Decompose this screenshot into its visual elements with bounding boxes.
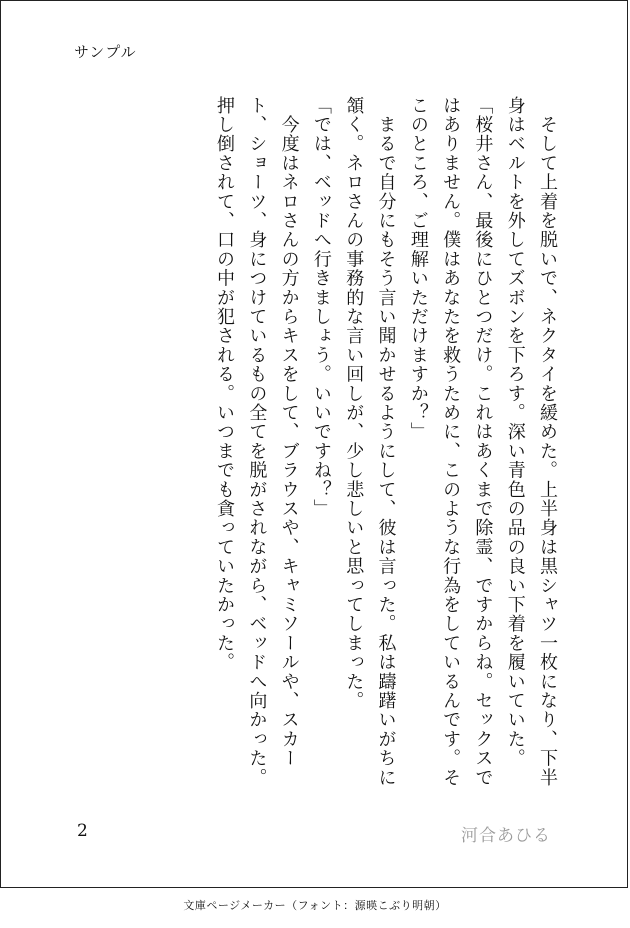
generator-credit: 文庫ページメーカー（フォント：源暎こぶり明朝） xyxy=(183,899,447,912)
paragraph: まるで自分にもそう言い聞かせるようにして、彼は言った。私は躊躇いがちに頷く。ネロさんの事務的な言い回しが、少し悲しいと思ってしまった。 xyxy=(343,96,397,788)
paragraph: 「桜井さん、最後にひとつだけ。これはあくまで除霊、ですからね。セックスではありません。僕はあなたを救うために、このような行為をしているんです。そこのところ、ご理解いただけますか？」 xyxy=(407,96,494,788)
vertical-body-text xyxy=(73,96,563,796)
paragraph: 「では、ベッドへ行きましょう。いいですね？」 xyxy=(310,96,332,519)
paragraph: 今度はネロさんの方からキスをして、ブラウスや、キャミソールや、スカート、ショーツ、身につけているもの全てを脱がされながら、ベッドへ向かった。押し倒されて、口の中が犯される。いつまでも貪っていたかった。 xyxy=(214,96,300,788)
author-name: 河合あひる xyxy=(461,826,551,846)
page-header-title: サンプル xyxy=(74,43,137,61)
page-number: 2 xyxy=(77,821,88,841)
paragraph: そして上着を脱いで、ネクタイを緩めた。上半身は黒シャツ一枚になり、下半身はベルトを外してズボンを下ろす。深い青色の品の良い下着を履いていた。 xyxy=(504,96,558,788)
